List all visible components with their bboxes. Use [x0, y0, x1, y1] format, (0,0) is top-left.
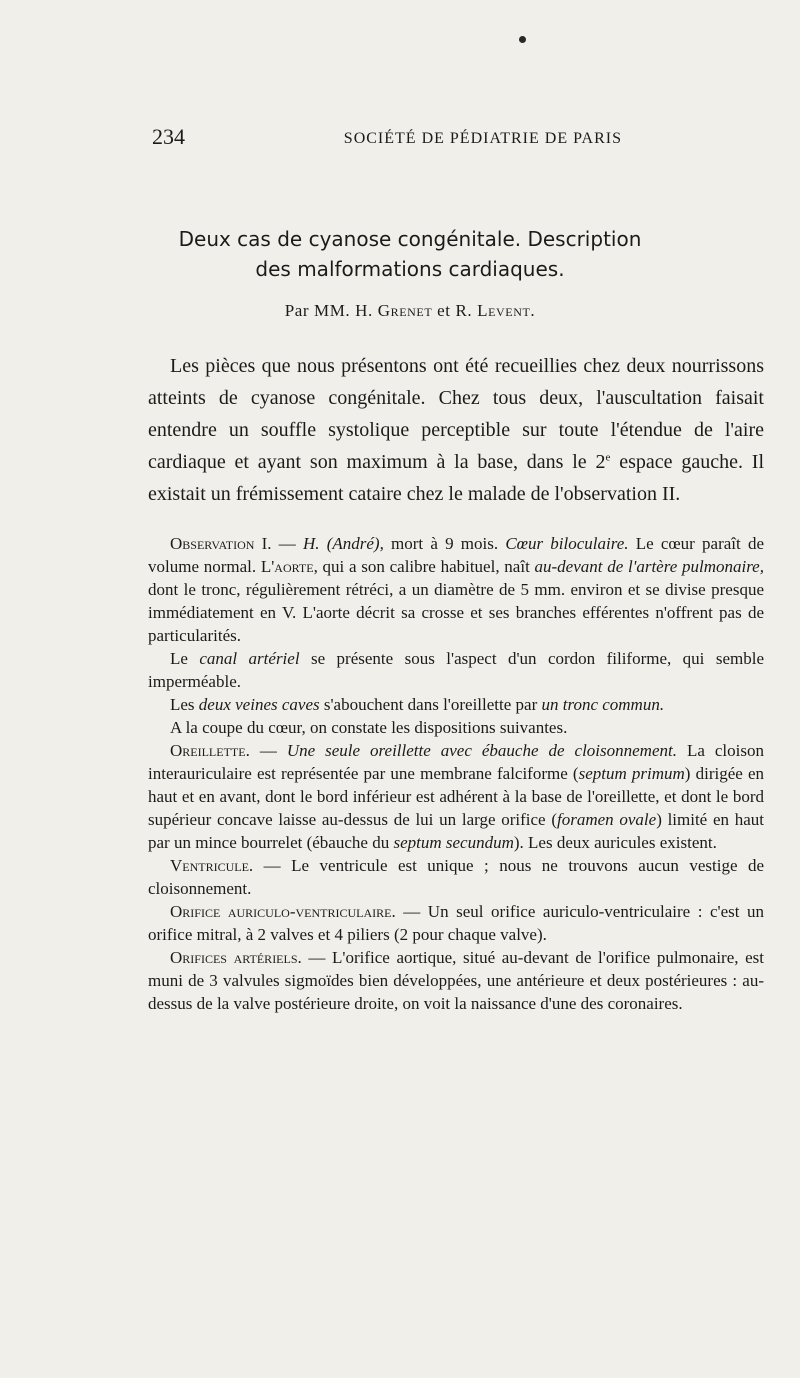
ventricule-heading: Ventricule. [170, 856, 254, 875]
obs-paragraph-1 [148, 532, 764, 647]
obs-dash: — [271, 534, 303, 553]
author1-initial: H. [355, 301, 373, 320]
obs-paragraph-3 [148, 693, 764, 716]
obs-dash-3: — [253, 856, 292, 875]
authors-line [140, 301, 680, 321]
obs-diagnosis: Cœur biloculaire. [505, 534, 629, 553]
obs-paragraph-2 [148, 647, 764, 693]
intro-text-b: espace gauche. Il existait un frémissement cataire chez le malade de l'observation II. [148, 451, 765, 505]
obs-p2-a: Le [170, 649, 200, 668]
running-title: SOCIÉTÉ DE PÉDIATRIE DE PARIS [343, 130, 622, 147]
obs-p1-c: dont le tronc, régulièrement rétréci, a un diamètre de 5 mm. environ et se divise presque immédiatement en V. L'aorte décrit sa crosse et ses branches efférentes n'offrent pas de particularités. [148, 580, 764, 645]
obs-p2-b: se présente sous l'aspect d'un cordon filiforme, qui semble imperméable. [148, 649, 764, 691]
obs-dash-5: — [301, 948, 333, 967]
orifices-arteriels-heading: Orifices artériels. [170, 948, 302, 967]
obs-aorta-label: L'aorte, [260, 557, 318, 576]
ordinal-sup: e [605, 451, 611, 464]
obs-died: mort à 9 mois. [383, 534, 506, 553]
obs-patient: H. (André), [302, 534, 384, 553]
ink-dot [519, 36, 526, 43]
obs-p1-italic: au-devant de l'artère pulmonaire, [534, 557, 764, 576]
obs-p6-text: Le ventricule est unique ; nous ne trouvons aucun vestige de cloisonnement. [148, 856, 764, 898]
obs-p1-a: Le cœur paraît de volume normal. [148, 534, 764, 576]
obs-p3-italic-2: un tronc commun. [541, 695, 665, 714]
obs-p1-b: qui a son calibre habituel, naît [317, 557, 535, 576]
obs-paragraph-7 [148, 900, 764, 946]
obs-p8-text: L'orifice aortique, situé au-devant de l'orifice pulmonaire, est muni de 3 valvules sigmoïdes bien développées, une antérieure et deux postérieures : au-dessus de la valve postérieure droite, on voit la naissance d'une des coronaires. [148, 948, 765, 1013]
page-number: 234 [152, 124, 185, 149]
obs-dash-4: — [395, 902, 428, 921]
obs-p7-text: Un seul orifice auriculo-ventriculaire : c'est un orifice mitral, à 2 valves et 4 piliers (2 pour chaque valve). [148, 902, 764, 944]
article-title [140, 224, 680, 284]
oreillette-italic: Une seule oreillette avec ébauche de cloisonnement. [286, 741, 677, 760]
obs-p5-b: ) dirigée en haut et en avant, dont le bord inférieur est adhérent à la base de l'oreillette, et dont le bord supérieur concave laisse au-dessus de lui un large orifice ( [148, 764, 764, 829]
foramen-ovale: foramen ovale [556, 810, 657, 829]
observation-section [148, 532, 764, 1015]
obs-p5-a: La cloison interauriculaire est représentée par une membrane falciforme ( [148, 741, 764, 783]
obs-dash-2: — [249, 741, 287, 760]
obs-p3-a: Les [170, 695, 199, 714]
orifice-av-heading: Orifice auriculo-ventriculaire. [170, 902, 396, 921]
septum-secundum: septum secundum [393, 833, 514, 852]
author2-name: Levent. [477, 301, 536, 320]
obs-p5-c: ) limité en haut par un mince bourrelet (ébauche du [148, 810, 764, 852]
title-line-2: des malformations cardiaques. [255, 257, 565, 281]
septum-primum: septum primum [578, 764, 685, 783]
authors-prefix: Par MM. [284, 301, 351, 320]
author2-initial: R. [455, 301, 473, 320]
obs-paragraph-8 [148, 946, 764, 1015]
oreillette-heading: Oreillette. [170, 741, 250, 760]
obs-paragraph-5 [148, 739, 764, 854]
obs-p2-italic: canal artériel [199, 649, 300, 668]
intro-paragraph [148, 350, 764, 510]
obs-heading: Observation I. [170, 534, 272, 553]
obs-paragraph-4: A la coupe du cœur, on constate les dispositions suivantes. [170, 718, 568, 737]
obs-p5-d: ). Les deux auricules existent. [513, 833, 717, 852]
title-line-1: Deux cas de cyanose congénitale. Description [178, 227, 642, 251]
intro-text-a: Les pièces que nous présentons ont été recueillies chez deux nourrissons atteints de cyanose congénitale. Chez tous deux, l'auscultation faisait entendre un souffle systolique perceptible sur toute l'étendue de l'aire cardiaque et ayant son maximum à la base, dans le 2 [148, 355, 764, 473]
obs-paragraph-6 [148, 854, 764, 900]
author1-name: Grenet [377, 301, 433, 320]
obs-p3-italic: deux veines caves [198, 695, 320, 714]
running-header [152, 124, 622, 154]
obs-p3-b: s'abouchent dans l'oreillette par [319, 695, 542, 714]
authors-conjunction: et [437, 301, 451, 320]
